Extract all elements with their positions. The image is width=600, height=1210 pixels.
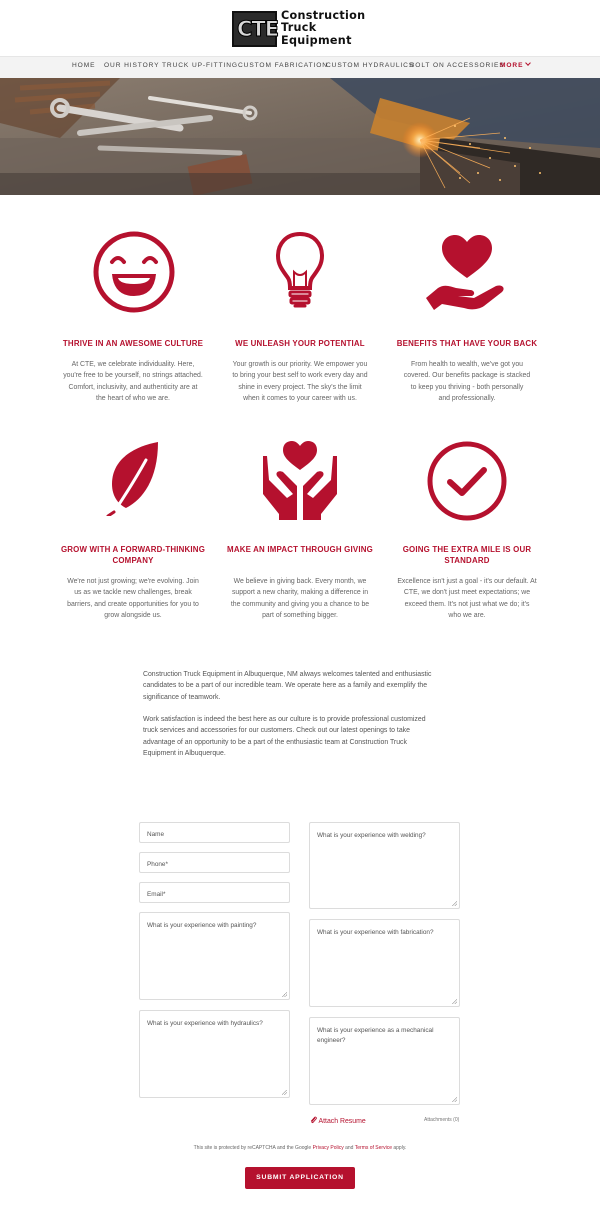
logo-wordmark: Construction Truck Equipment xyxy=(281,9,366,47)
check-circle-icon xyxy=(426,440,508,522)
attach-resume-link[interactable]: Attach Resume xyxy=(310,1116,366,1125)
giving-hands-heart-icon xyxy=(257,440,343,522)
leaf-icon xyxy=(106,440,162,516)
painting-experience-textarea[interactable]: What is your experience with painting? xyxy=(139,912,290,1000)
nav-our-history[interactable]: OUR HISTORY xyxy=(104,62,160,69)
nav-more-dropdown[interactable]: MORE xyxy=(500,62,530,69)
site-logo[interactable] xyxy=(232,10,372,48)
laughing-face-icon xyxy=(92,230,176,314)
mechanical-engineer-experience-textarea[interactable]: What is your experience as a mechanical engineer? xyxy=(309,1017,460,1105)
nav-custom-fabrication[interactable]: CUSTOM FABRICATION xyxy=(238,62,328,69)
chevron-down-icon xyxy=(526,60,532,66)
hero-image xyxy=(0,78,600,195)
main-nav xyxy=(0,56,600,78)
paperclip-icon xyxy=(310,1116,317,1124)
heart-hand-icon xyxy=(424,232,510,312)
lightbulb-icon xyxy=(274,230,326,314)
submit-application-button[interactable]: SUBMIT APPLICATION xyxy=(245,1167,355,1189)
hydraulics-experience-textarea[interactable]: What is your experience with hydraulics? xyxy=(139,1010,290,1098)
nav-home[interactable]: HOME xyxy=(72,62,96,69)
terms-of-service-link[interactable]: Terms of Service xyxy=(354,1145,392,1151)
attachments-count: Attachments (0) xyxy=(424,1117,460,1123)
intro-paragraph-2: Work satisfaction is indeed the best here as our culture is to provide professional customized truck services and accessories for our customers. Check out our latest openings to take advantage of an opportunity to be a part of the enthusiastic team at Construction Truck Equipment in Albuquerque. xyxy=(143,716,426,757)
privacy-policy-link[interactable]: Privacy Policy xyxy=(312,1145,344,1151)
email-field[interactable]: Email* xyxy=(139,882,290,903)
intro-paragraph-1: Construction Truck Equipment in Albuquerque, NM always welcomes talented and enthusiastic candidates to be a part of our incredible team. We operate here as a family and exemplify the significance of teamwork. xyxy=(143,671,432,701)
logo-mark: CTE xyxy=(232,11,277,47)
recaptcha-notice: This site is protected by reCAPTCHA and the Google Privacy Policy and Terms of Service apply. xyxy=(193,1145,407,1151)
site-header xyxy=(0,0,600,56)
nav-truck-up-fitting[interactable]: TRUCK UP-FITTING xyxy=(162,62,238,69)
welding-workshop-illustration xyxy=(0,78,600,195)
phone-field[interactable]: Phone* xyxy=(139,852,290,873)
nav-custom-hydraulics[interactable]: CUSTOM HYDRAULICS xyxy=(326,62,415,69)
welding-experience-textarea[interactable]: What is your experience with welding? xyxy=(309,822,460,909)
nav-bolt-on-accessories[interactable]: BOLT ON ACCESSORIES xyxy=(410,62,505,69)
fabrication-experience-textarea[interactable]: What is your experience with fabrication? xyxy=(309,919,460,1007)
name-field[interactable]: Name xyxy=(139,822,290,843)
